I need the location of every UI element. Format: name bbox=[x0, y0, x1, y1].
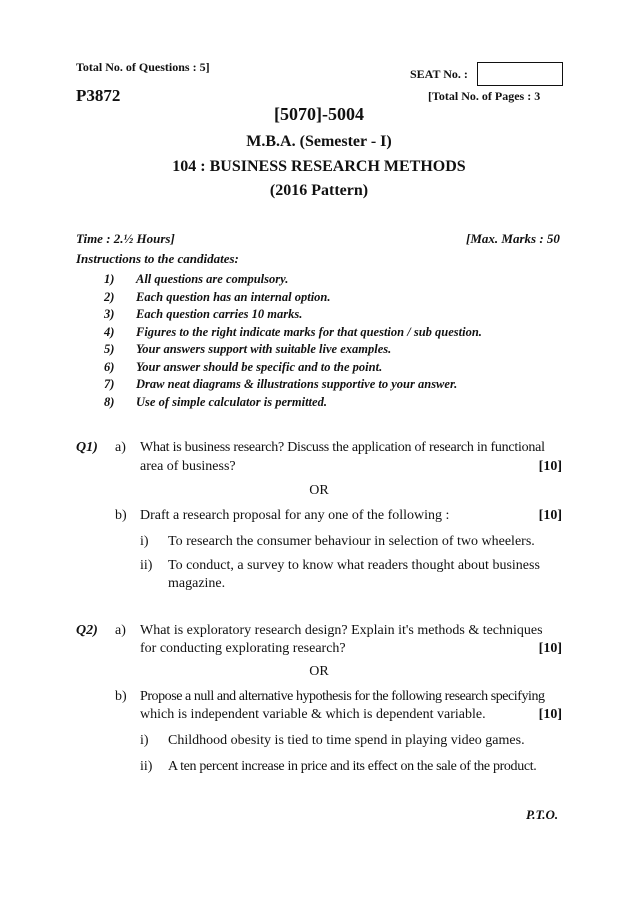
q2-a-text-line2: for conducting explorating research? bbox=[140, 641, 346, 656]
total-pages: [Total No. of Pages : 3 bbox=[428, 89, 541, 103]
q2-b-text-line1: Propose a null and alternative hypothesis for the following research specifying bbox=[140, 689, 545, 704]
pattern-title: (2016 Pattern) bbox=[269, 182, 369, 199]
instruction-item: 4) Figures to the right indicate marks for that question / sub question. bbox=[104, 325, 482, 339]
q1-a-text-line1: What is business research? Discuss the application of research in functional bbox=[140, 440, 545, 455]
paper-code: P3872 bbox=[76, 86, 121, 105]
instruction-item: 8) Use of simple calculator is permitted. bbox=[104, 395, 327, 409]
instruction-item: 7) Draw neat diagrams & illustrations supportive to your answer. bbox=[104, 377, 458, 391]
instruction-item: 2) Each question has an internal option. bbox=[104, 290, 331, 304]
pto-label: P.T.O. bbox=[526, 807, 559, 822]
seat-no-box[interactable] bbox=[477, 62, 563, 86]
instruction-item: 1) All questions are compulsory. bbox=[104, 272, 289, 286]
subject-title: 104 : BUSINESS RESEARCH METHODS bbox=[172, 158, 466, 175]
q1-a-letter: a) bbox=[115, 440, 126, 455]
q1-label: Q1) bbox=[76, 440, 98, 455]
q2-or: OR bbox=[309, 664, 329, 679]
instruction-item: 3) Each question carries 10 marks. bbox=[104, 307, 303, 321]
instruction-item: 5) Your answers support with suitable live examples. bbox=[104, 342, 392, 356]
seat-no-label: SEAT No. : bbox=[410, 67, 468, 81]
q1-or: OR bbox=[309, 483, 329, 498]
max-marks: [Max. Marks : 50 bbox=[466, 231, 560, 246]
program-title: M.B.A. (Semester - I) bbox=[246, 133, 392, 150]
q1-b-marks: [10] bbox=[538, 508, 562, 523]
q1-b-i-text: To research the consumer behaviour in selection of two wheelers. bbox=[168, 534, 535, 549]
q2-b-ii-num: ii) bbox=[140, 759, 153, 774]
q2-b-i-text: Childhood obesity is tied to time spend in playing video games. bbox=[168, 733, 525, 748]
q1-a-text-line2: area of business? bbox=[140, 459, 236, 474]
instruction-item: 6) Your answer should be specific and to the point. bbox=[104, 360, 383, 374]
q1-b-text: Draft a research proposal for any one of the following : bbox=[140, 508, 450, 523]
q1-b-ii-text-line2: magazine. bbox=[168, 576, 226, 591]
exam-code: [5070]-5004 bbox=[274, 104, 364, 124]
q2-b-ii-text: A ten percent increase in price and its effect on the sale of the product. bbox=[168, 759, 537, 774]
q2-a-text-line1: What is exploratory research design? Explain it's methods & techniques bbox=[140, 623, 543, 638]
q1-b-i-num: i) bbox=[140, 534, 149, 549]
q2-a-marks: [10] bbox=[538, 641, 562, 656]
q1-a-marks: [10] bbox=[538, 459, 562, 474]
q2-a-letter: a) bbox=[115, 623, 126, 638]
total-questions: Total No. of Questions : 5] bbox=[76, 60, 210, 74]
time-info: Time : 2.½ Hours] bbox=[76, 231, 175, 246]
q2-label: Q2) bbox=[76, 623, 98, 638]
q2-b-marks: [10] bbox=[538, 707, 562, 722]
q1-b-ii-text-line1: To conduct, a survey to know what readers thought about business bbox=[168, 558, 540, 573]
q1-b-ii-num: ii) bbox=[140, 558, 153, 573]
q2-b-letter: b) bbox=[115, 689, 127, 704]
q2-b-text-line2: which is independent variable & which is dependent variable. bbox=[140, 707, 486, 722]
q1-b-letter: b) bbox=[115, 508, 127, 523]
instructions-heading: Instructions to the candidates: bbox=[76, 251, 239, 266]
q2-b-i-num: i) bbox=[140, 733, 149, 748]
